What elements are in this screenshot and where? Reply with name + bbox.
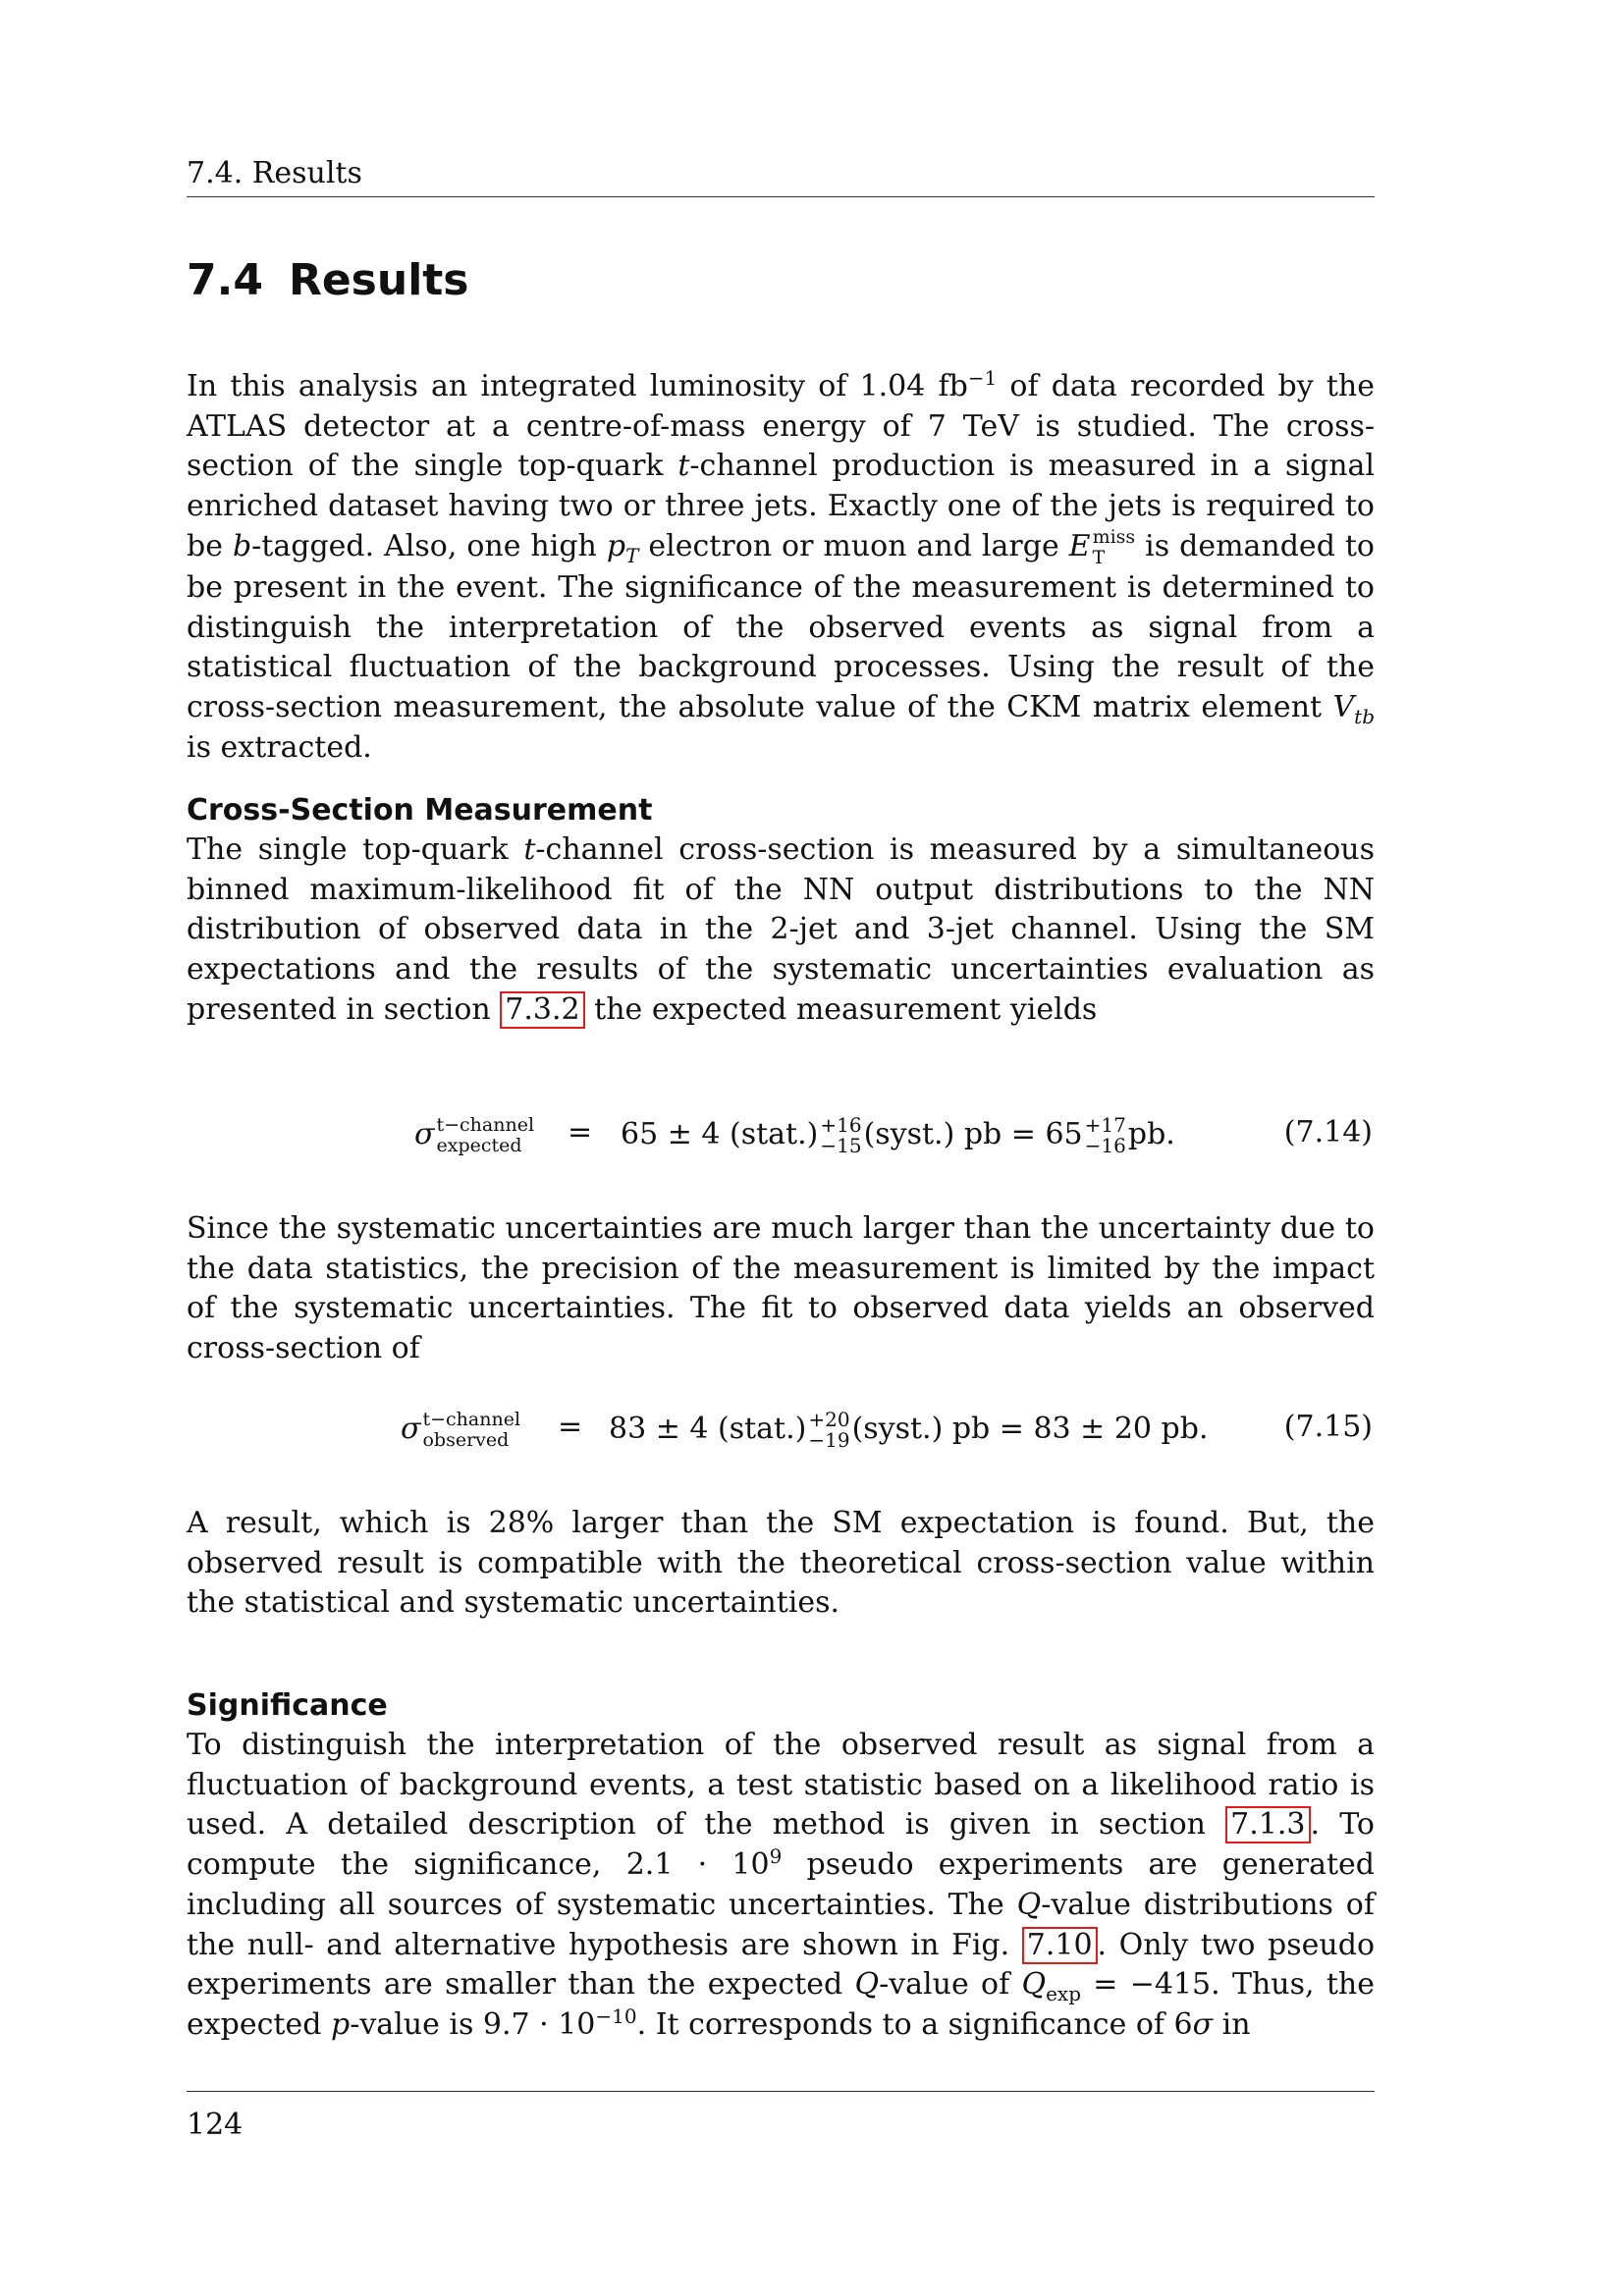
cross-section-paragraph: The single top-quark t-channel cross-section is measured by a simultaneous binned maximum-likelihood fit of the NN output distributions to the NN distribution of observed data in the 2-jet and 3-jet channel. Using the SM expectations and the results of the systematic uncertainties evaluation as presented in section 7.3.2 the expected measurement yields xyxy=(187,832,1375,1027)
result-paragraph: A result, which is 28% larger than the SM expectation is found. But, the observed result is compatible with the theoretical cross-section value within the statistical and systematic uncertainties. xyxy=(187,1506,1375,1621)
page-number: 124 xyxy=(187,2108,244,2142)
footer-rule xyxy=(187,2091,1375,2092)
intro-paragraph: In this analysis an integrated luminosity of 1.04 $fb^{-1}$ of data recorded by the ATLAS detector at a centre-of-mass energy of 7 TeV is studied. The cross-section of the single top-quark t-channel production is measured in a signal enriched dataset having two or three jets. Exactly one of the jets is required to be b-tagged. Also, one high $p_T$ electron or muon and large E miss T is demanded to be present in the event. The significance of the measurement is determined to distinguish the interpretation of the observed events as signal from a statistical fluctuation of the background processes. Using the result of the cross-section measurement, the absolute value of the CKM matrix element $V_{tb}$ is extracted. xyxy=(187,366,1375,765)
running-head: 7.4. Results xyxy=(187,156,362,190)
systematics-paragraph: Since the systematic uncertainties are much larger than the uncertainty due to the data statistics, the precision of the measurement is limited by the impact of the systematic uncertainties. The fit to observed data yields an observed cross-section of xyxy=(187,1211,1375,1366)
section-title-text: Results xyxy=(288,255,469,305)
significance-paragraph: To distinguish the interpretation of the observed result as signal from a fluctuation of background events, a test statistic based on a likelihood ratio is used. A detailed description of the method is given in section 7.1.3 . To compute the significance, $2.1 \cdot 10^9$ pseudo experiments are generated including all sources of systematic uncertainties. The Q-value distributions of the null- and alternative hypothesis are shown in Fig. 7.10 . Only two pseudo experiments are smaller than the expected Q-value of $Q_{exp} = -415$. Thus, the expected p-value is $9.7 \cdot 10^{-10}$. It corresponds to a significance of 6σ in xyxy=(187,1728,1376,2042)
equation-7-14: σ t−channel expected = 65 ± 4 (stat.) +16 −15 (syst.) pb = 65 +17 −16 pb. (7.14) xyxy=(414,1113,1373,1157)
section-number: 7.4 xyxy=(187,255,263,305)
equation-7-15: σ t−channel observed = 83 ± 4 (stat.) +20 −19 (syst.) pb = 83 ± 20 pb. (7.15) xyxy=(401,1408,1373,1452)
header-rule xyxy=(187,196,1375,197)
equation-number: (7.14) xyxy=(1283,1115,1373,1149)
equation-number: (7.15) xyxy=(1283,1410,1373,1444)
section-ref-7-1-3[interactable]: 7.1.3 xyxy=(1225,1806,1310,1843)
section-title xyxy=(187,253,469,308)
figure-ref-7-10[interactable]: 7.10 xyxy=(1022,1927,1098,1964)
section-ref-7-3-2[interactable]: 7.3.2 xyxy=(500,991,584,1029)
significance-heading: Significance xyxy=(187,1688,388,1723)
cross-section-heading: Cross-Section Measurement xyxy=(187,793,653,828)
